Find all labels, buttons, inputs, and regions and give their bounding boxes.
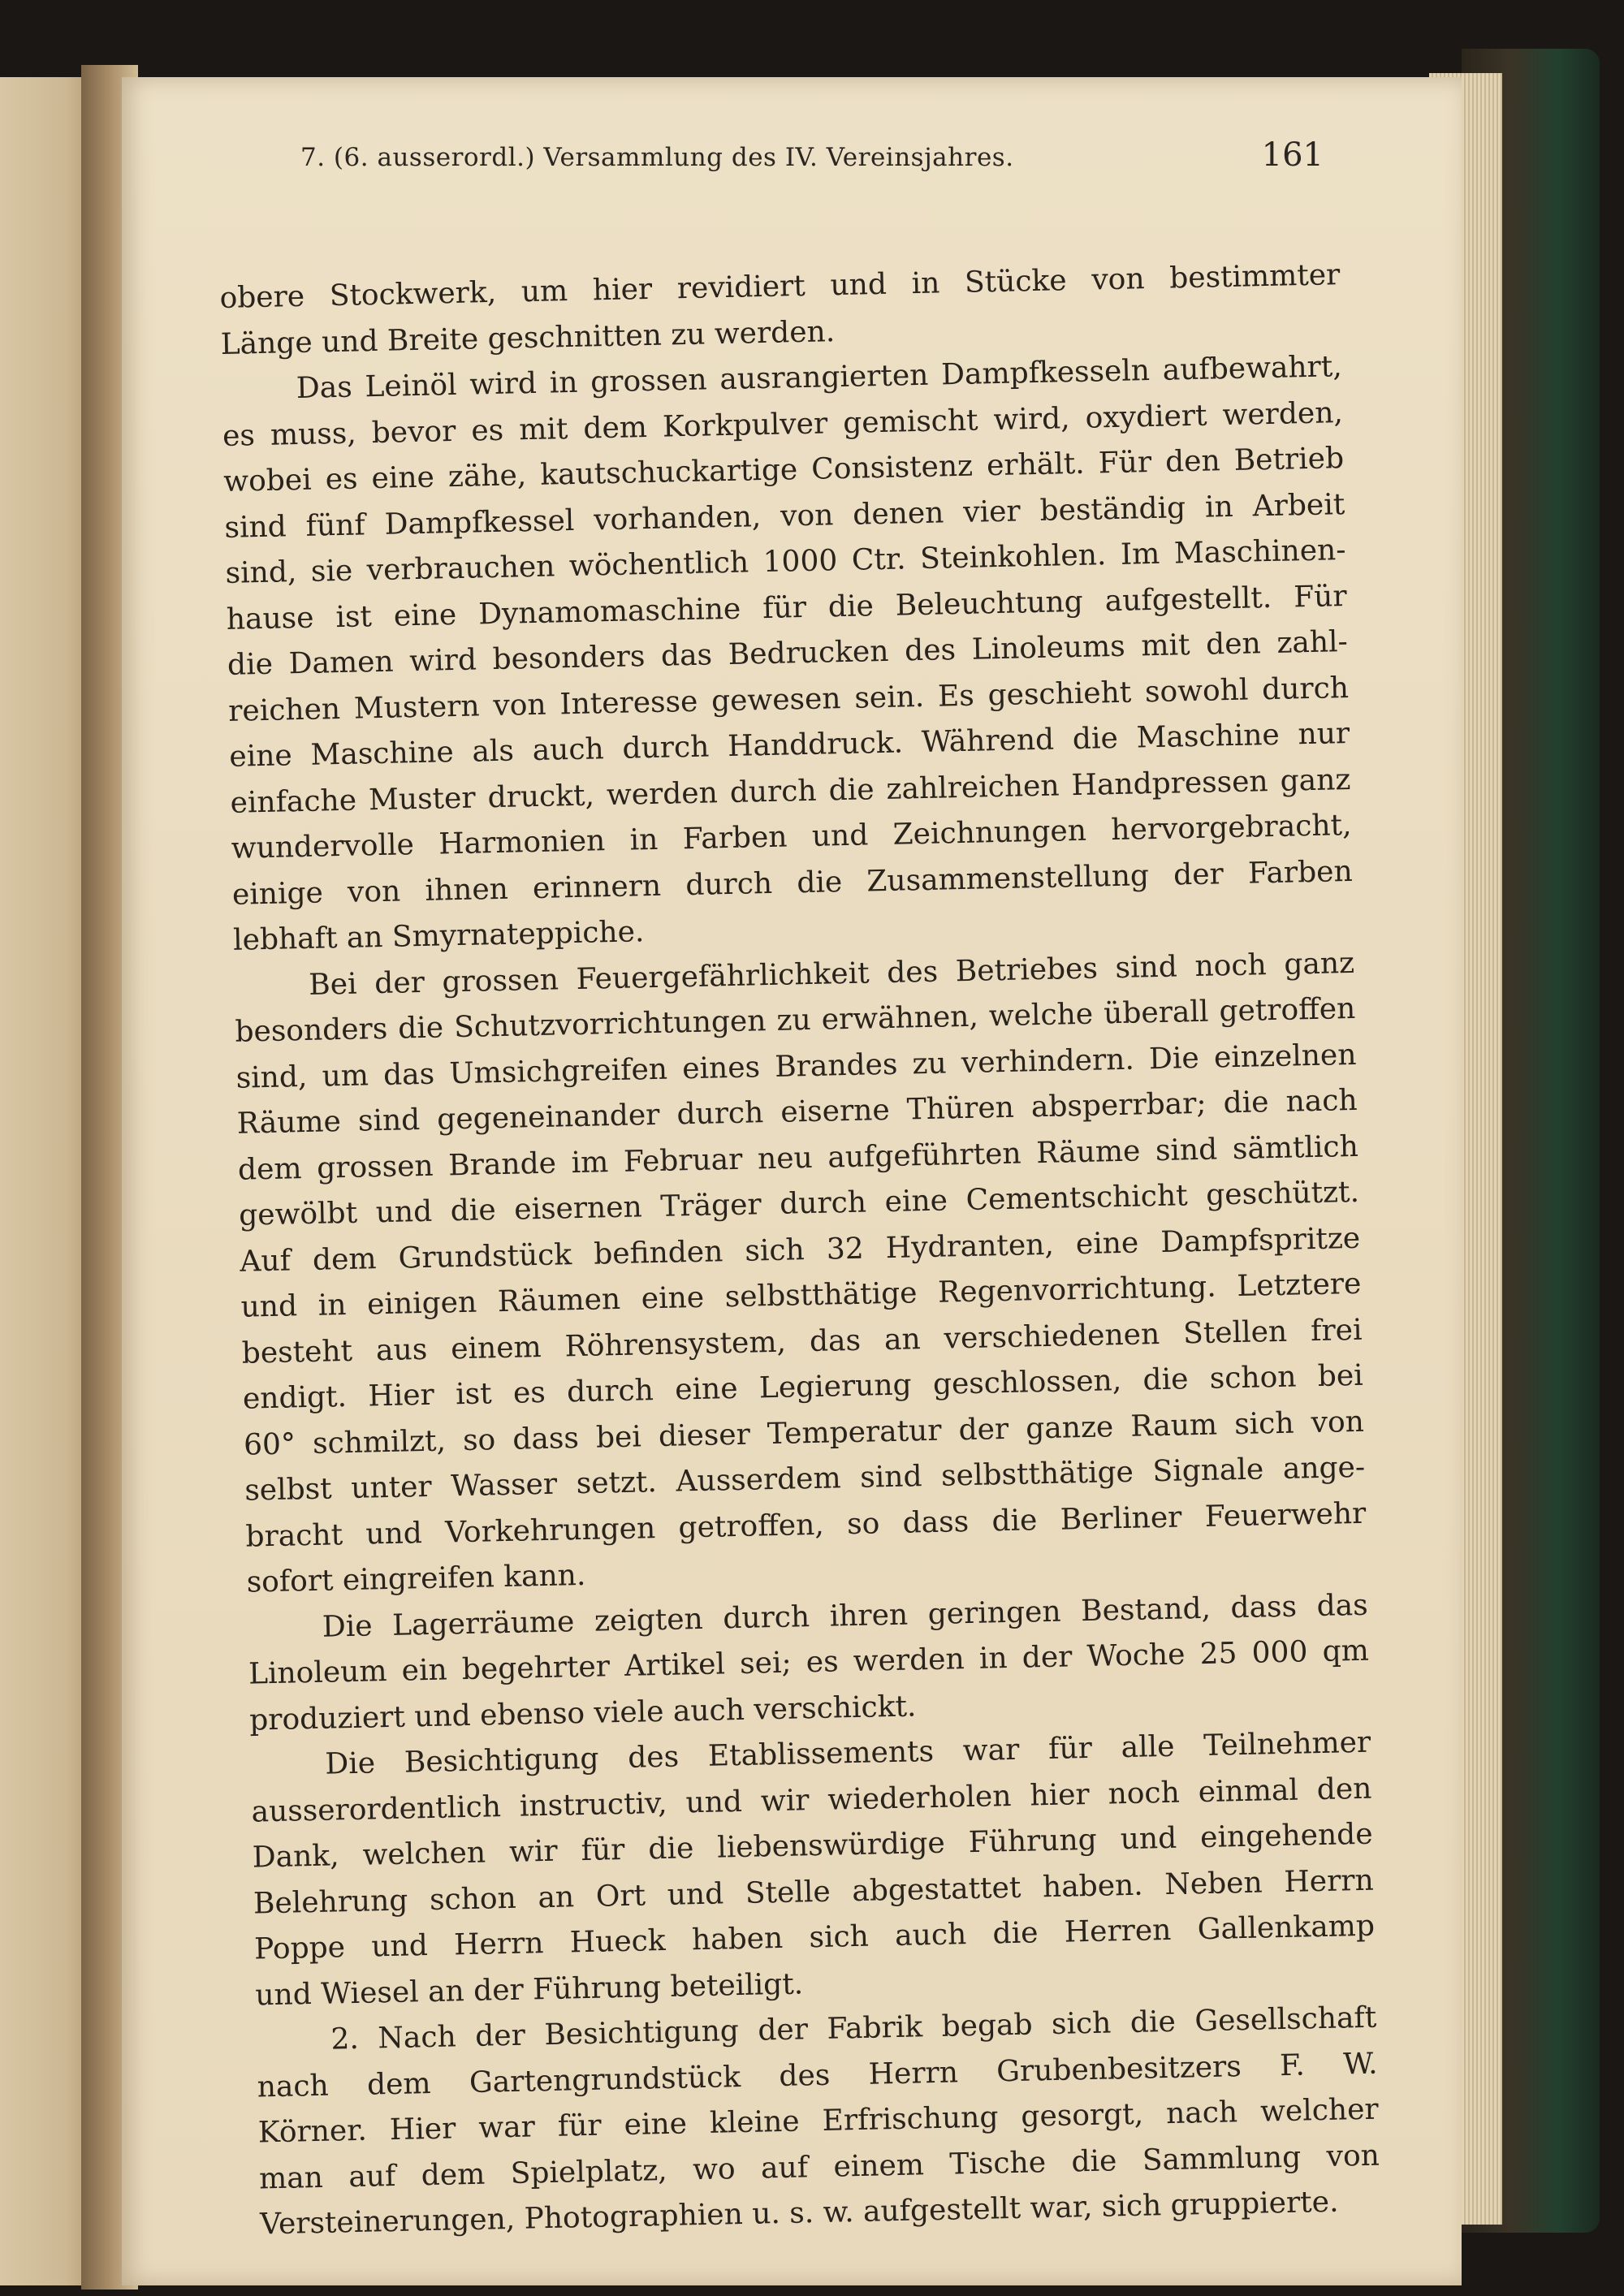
- text-line: wobei es eine zähe, kautschuckartige Consistenz erhält. Für den Betrieb: [222, 442, 1345, 498]
- facing-page: [0, 77, 93, 2285]
- text-line: und Wiesel an der Führung beteiligt.: [254, 1966, 804, 2013]
- text-line: man auf dem Spielplatz, wo auf einem Tische die Sammlung von: [258, 2138, 1380, 2195]
- text-line: besonders die Schutzvorrichtungen zu erwähnen, welche überall getroffen: [235, 991, 1356, 1049]
- text-line: Das Leinöl wird in grossen ausrangierten Dampfkesseln aufbewahrt,: [296, 350, 1343, 406]
- text-line: besteht aus einem Röhrensystem, das an verschiedenen Stellen frei: [241, 1313, 1363, 1370]
- text-line: selbst unter Wasser setzt. Ausserdem sind selbstthätige Signale ange-: [244, 1450, 1366, 1508]
- text-line: Poppe und Herrn Hueck haben sich auch die Herren Gallenkamp: [253, 1909, 1376, 1966]
- text-line: eine Maschine als auch durch Handdruck. Während die Maschine nur: [228, 716, 1350, 774]
- text-line: Körner. Hier war für eine kleine Erfrischung gesorgt, nach welcher: [257, 2092, 1380, 2150]
- text-line: bracht und Vorkehrungen getroffen, so dass die Berliner Feuerwehr: [245, 1496, 1367, 1554]
- text-line: reichen Mustern von Interesse gewesen sein. Es geschieht sowohl durch: [227, 671, 1350, 728]
- text-line: Die Besichtigung des Etablissements war für alle Teilnehmer: [324, 1725, 1371, 1781]
- text-line: Dank, welchen wir für die liebenswürdige Führung und eingehende: [252, 1817, 1373, 1875]
- text-line: endigt. Hier ist es durch eine Legierung geschlossen, die schon bei: [242, 1358, 1364, 1416]
- page-header: [300, 136, 1324, 185]
- text-line: sind, sie verbrauchen wöchentlich 1000 Ctr. Steinkohlen. Im Maschinen-: [225, 533, 1346, 590]
- text-line: es muss, bevor es mit dem Korkpulver gemischt wird, oxydiert werden,: [222, 395, 1344, 453]
- text-line: Die Lagerräume zeigten durch ihren geringen Bestand, dass das: [322, 1588, 1369, 1644]
- text-line: Versteinerungen, Photographien u. s. w. aufgestellt war, sich gruppierte.: [259, 2185, 1339, 2242]
- text-line: 60° schmilzt, so dass bei dieser Temperatur der ganze Raum sich von: [243, 1405, 1365, 1462]
- text-line: einige von ihnen erinnern durch die Zusammenstellung der Farben: [231, 854, 1354, 912]
- text-line: 2. Nach der Besichtigung der Fabrik begab sich die Gesellschaft: [330, 2000, 1377, 2056]
- text-line: hause ist eine Dynamomaschine für die Beleuchtung aufgestellt. Für: [226, 579, 1347, 637]
- text-line: Länge und Breite geschnitten zu werden.: [220, 314, 836, 361]
- text-line: Auf dem Grundstück befinden sich 32 Hydranten, eine Dampfspritze: [239, 1221, 1361, 1279]
- text-line: dem grossen Brande im Februar neu aufgeführten Räume sind sämtlich: [237, 1129, 1359, 1187]
- text-line: Räume sind gegeneinander durch eiserne Thüren absperrbar; die nach: [236, 1083, 1358, 1141]
- text-line: sind, um das Umsichgreifen eines Brandes zu verhindern. Die einzelnen: [235, 1038, 1357, 1095]
- text-line: gewölbt und die eisernen Träger durch eine Cementschicht geschützt.: [238, 1175, 1360, 1232]
- text-line: einfache Muster druckt, werden durch die zahlreichen Handpressen ganz: [230, 762, 1351, 820]
- text-line: produziert und ebenso viele auch verschickt.: [248, 1689, 917, 1737]
- text-line: die Damen wird besonders das Bedrucken des Linoleums mit den zahl-: [227, 624, 1349, 682]
- running-head: 7. (6. ausserordl.) Versammlung des IV. Vereinsjahres.: [300, 143, 1014, 172]
- text-line: Linoleum ein begehrter Artikel sei; es werden in der Woche 25 000 qm: [248, 1634, 1370, 1691]
- text-line: Bei der grossen Feuergefährlichkeit des Betriebes sind noch ganz: [308, 946, 1355, 1002]
- body-text: [219, 252, 1381, 2248]
- text-line: wundervolle Harmonien in Farben und Zeichnungen hervorgebracht,: [231, 808, 1352, 865]
- text-line: obere Stockwerk, um hier revidiert und in Stücke von bestimmter: [219, 258, 1341, 315]
- text-line: sofort eingreifen kann.: [246, 1558, 586, 1599]
- text-line: ausserordentlich instructiv, und wir wiederholen hier noch einmal den: [251, 1772, 1372, 1829]
- text-line: nach dem Gartengrundstück des Herrn Grubenbesitzers F. W.: [257, 2047, 1378, 2104]
- text-line: lebhaft an Smyrnateppiche.: [232, 915, 645, 957]
- text-line: Belehrung schon an Ort und Stelle abgestattet haben. Neben Herrn: [253, 1863, 1375, 1921]
- page-number: 161: [1261, 136, 1324, 174]
- text-line: sind fünf Dampfkessel vorhanden, von denen vier beständig in Arbeit: [224, 487, 1345, 545]
- text-line: und in einigen Räumen eine selbstthätige Regenvorrichtung. Letztere: [240, 1267, 1362, 1324]
